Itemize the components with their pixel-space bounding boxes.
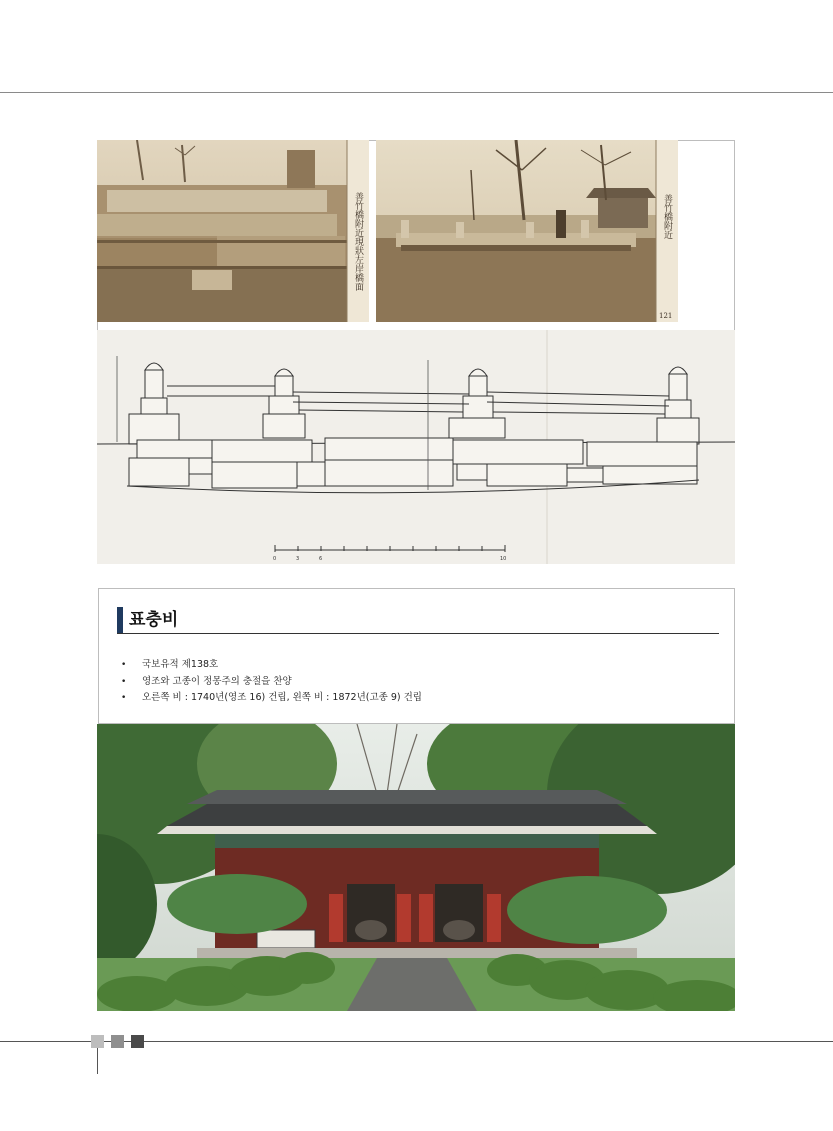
bridge-elevation-drawing [97, 330, 735, 564]
footer-vertical-rule [97, 1048, 98, 1074]
footer-rule [0, 1041, 833, 1042]
gray-square-icon [111, 1035, 124, 1048]
bridge-old-photo-left [97, 140, 369, 322]
bullet-list [121, 657, 422, 707]
scale-label-10: 10 [500, 556, 507, 562]
photo1-caption: 善竹橋附近現狀左岸橋面 [353, 192, 363, 291]
scale-label-6: 6 [319, 556, 323, 562]
section-box [98, 588, 735, 724]
photo2-number: 121 [659, 312, 673, 320]
bullet-item: • 국보유적 제138호 [121, 657, 422, 674]
scale-label-3: 3 [296, 556, 300, 562]
scale-label-0: 0 [273, 556, 277, 562]
pyochungbi-shrine-photo [97, 724, 735, 1011]
bullet-item: • 영조와 고종이 정몽주의 충절을 찬양 [121, 674, 422, 691]
bridge-old-photo-right [376, 140, 678, 322]
title-accent-bar [117, 607, 123, 633]
bullet-item: • 오른쪽 비 : 1740년(영조 16) 건립, 왼쪽 비 : 1872년(고종 9) 건립 [121, 690, 422, 707]
dark-gray-square-icon [131, 1035, 144, 1048]
header-rule [0, 92, 833, 93]
title-rule [117, 633, 719, 634]
light-gray-square-icon [91, 1035, 104, 1048]
photo2-caption: 善竹橋附近 [662, 194, 672, 239]
section-title: 표충비 [129, 610, 179, 630]
